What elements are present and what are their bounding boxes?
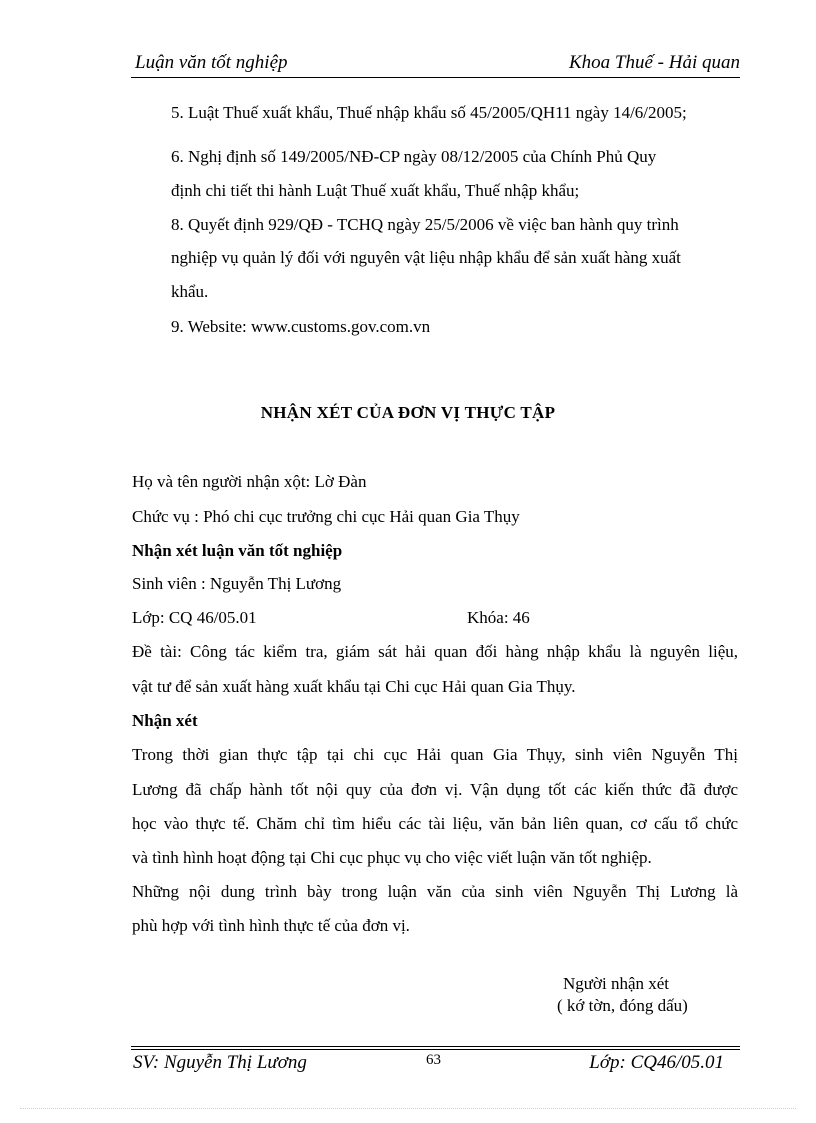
reference-item-6-line-2: định chi tiết thi hành Luật Thuế xuất khẩu, Thuế nhập khẩu; [171, 181, 580, 200]
comment-line: Những nội dung trình bày trong luận văn của sinh viên Nguyễn Thị Lương là [132, 882, 738, 901]
review-heading: Nhận xét luận văn tốt nghiệp [132, 541, 343, 560]
reference-item-8-line-1: 8. Quyết định 929/QĐ - TCHQ ngày 25/5/2006 về việc ban hành quy trình [171, 215, 679, 234]
page-bottom-divider [20, 1108, 796, 1109]
reference-item-6-line-1: 6. Nghị định số 149/2005/NĐ-CP ngày 08/12/2005 của Chính Phủ Quy [171, 147, 657, 166]
footer-student: SV: Nguyễn Thị Lương [133, 1052, 307, 1073]
sign-note: ( kớ tờn, đóng dấu) [557, 996, 688, 1015]
topic-line-2: vật tư để sản xuất hàng xuất khẩu tại Chi cục Hải quan Gia Thụy. [132, 677, 576, 696]
comment-line: và tình hình hoạt động tại Chi cục phục vụ cho việc viết luận văn tốt nghiệp. [132, 848, 652, 867]
comment-line: Lương đã chấp hành tốt nội quy của đơn vị. Vận dụng tốt các kiến thức đã được [132, 780, 738, 799]
reference-item-9: 9. Website: www.customs.gov.com.vn [171, 317, 431, 336]
course-label: Khóa: 46 [467, 608, 530, 627]
page-number: 63 [426, 1052, 441, 1068]
reference-item-5: 5. Luật Thuế xuất khẩu, Thuế nhập khẩu số 45/2005/QH11 ngày 14/6/2005; [171, 103, 687, 122]
reference-item-8-line-3: khẩu. [171, 282, 209, 301]
comment-line: phù hợp với tình hình thực tế của đơn vị. [132, 916, 410, 935]
comment-heading: Nhận xét [132, 711, 198, 730]
footer-class: Lớp: CQ46/05.01 [589, 1052, 724, 1073]
header-rule [131, 77, 740, 78]
reference-item-8-line-2: nghiệp vụ quản lý đối với nguyên vật liệu nhập khẩu để sản xuất hàng xuất [171, 248, 681, 267]
reviewer-name: Họ và tên người nhận xột: Lờ Đàn [132, 472, 367, 491]
comment-line: Trong thời gian thực tập tại chi cục Hải quan Gia Thụy, sinh viên Nguyễn Thị [132, 745, 738, 764]
footer-rule-bottom [131, 1049, 740, 1050]
header-left: Luận văn tốt nghiệp [135, 52, 288, 73]
header-right: Khoa Thuế - Hải quan [569, 52, 740, 73]
class-label: Lớp: CQ 46/05.01 [132, 608, 257, 627]
signer-label: Người nhận xét [563, 974, 670, 993]
comment-line: học vào thực tế. Chăm chỉ tìm hiểu các tài liệu, văn bản liên quan, cơ cấu tổ chức [132, 814, 738, 833]
topic-line-1: Đề tài: Công tác kiểm tra, giám sát hải quan đối hàng nhập khẩu là nguyên liệu, [132, 642, 738, 661]
student-name: Sinh viên : Nguyễn Thị Lương [132, 574, 342, 593]
section-title: NHẬN XÉT CỦA ĐƠN VỊ THỰC TẬP [260, 403, 556, 422]
footer-rule-top [131, 1046, 740, 1047]
reviewer-position: Chức vụ : Phó chi cục trưởng chi cục Hải quan Gia Thụy [132, 507, 520, 526]
